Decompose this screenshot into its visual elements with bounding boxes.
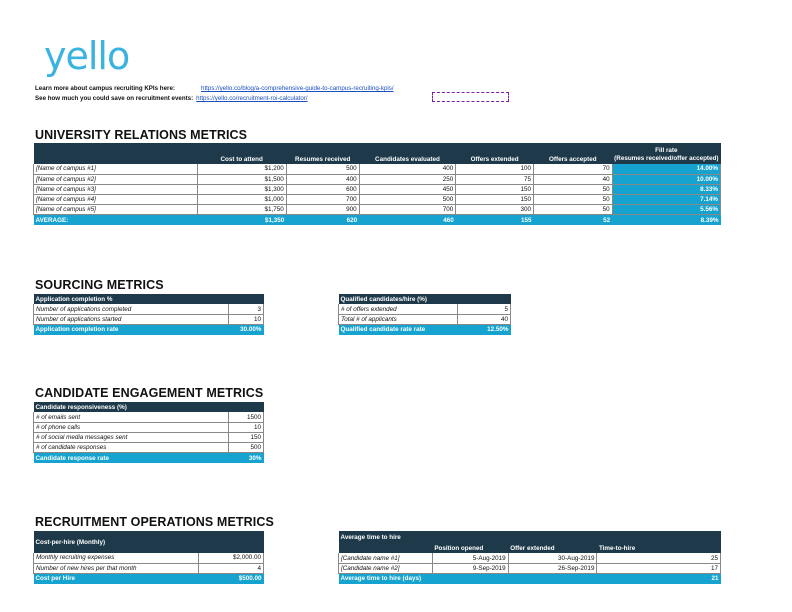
position-opened[interactable]: 9-Sep-2019 bbox=[432, 563, 508, 573]
roi-calculator-link[interactable]: https://yello.co/recruitment-roi-calculator/ bbox=[196, 95, 308, 102]
cell-label[interactable]: # of offers extended bbox=[339, 304, 458, 314]
campus-name[interactable]: [Name of campus #2] bbox=[34, 174, 198, 184]
cost-per-hire-value: $500.00 bbox=[199, 573, 264, 583]
col-header-resumes: Resumes received bbox=[286, 143, 359, 164]
qualified-rate-label: Qualified candidate rate rate bbox=[339, 325, 458, 335]
offer-extended[interactable]: 30-Aug-2019 bbox=[508, 553, 597, 563]
campus-name[interactable]: [Name of campus #3] bbox=[34, 184, 198, 194]
offers-accepted[interactable]: 50 bbox=[533, 195, 612, 205]
average-resumes: 620 bbox=[286, 215, 359, 225]
col-header-position-opened: Position opened bbox=[432, 543, 508, 553]
university-title: UNIVERSITY RELATIONS METRICS bbox=[35, 128, 248, 142]
candidates-evaluated[interactable]: 250 bbox=[359, 174, 456, 184]
time-to-hire-header: Average time to hire bbox=[339, 531, 721, 543]
cell-label[interactable]: Number of applications completed bbox=[34, 304, 229, 314]
candidate-response-rate-label: Candidate response rate bbox=[34, 453, 229, 463]
fill-rate-label: Fill rate bbox=[655, 147, 678, 154]
average-evaluated: 460 bbox=[359, 215, 456, 225]
fill-rate-formula: (Resumes received/offer accepted) bbox=[614, 155, 719, 162]
kpi-link-label: Learn more about campus recruiting KPIs here: bbox=[35, 85, 175, 92]
offers-accepted[interactable]: 50 bbox=[533, 205, 612, 215]
cell-label[interactable]: # of candidate responses bbox=[34, 443, 229, 453]
candidate-responsiveness-table bbox=[33, 402, 264, 463]
university-average-row bbox=[34, 215, 721, 225]
candidate-name[interactable]: [Candidate name #2] bbox=[339, 563, 433, 573]
cell-label[interactable]: Number of new hires per that month bbox=[34, 563, 199, 573]
col-header-fill-rate bbox=[612, 143, 720, 164]
cost-per-hire-label: Cost per Hire bbox=[34, 573, 199, 583]
fill-rate[interactable]: 7.14% bbox=[612, 195, 720, 205]
offers-accepted[interactable]: 50 bbox=[533, 184, 612, 194]
offers-extended[interactable]: 150 bbox=[456, 184, 534, 194]
offers-accepted[interactable]: 70 bbox=[533, 164, 612, 174]
campus-row bbox=[34, 205, 721, 215]
qualified-candidates-table bbox=[338, 294, 511, 335]
cost-to-attend[interactable]: $1,300 bbox=[197, 184, 286, 194]
resumes-received[interactable]: 500 bbox=[286, 164, 359, 174]
campus-row bbox=[34, 174, 721, 184]
position-opened[interactable]: 5-Aug-2019 bbox=[432, 553, 508, 563]
average-accepted: 52 bbox=[533, 215, 612, 225]
fill-rate[interactable]: 10.00% bbox=[612, 174, 720, 184]
application-completion-rate-value: 30.00% bbox=[229, 325, 264, 335]
cell-value[interactable]: 10 bbox=[229, 314, 264, 324]
candidates-evaluated[interactable]: 700 bbox=[359, 205, 456, 215]
candidates-evaluated[interactable]: 450 bbox=[359, 184, 456, 194]
cell-value[interactable]: 150 bbox=[229, 433, 264, 443]
campus-name[interactable]: [Name of campus #4] bbox=[34, 195, 198, 205]
cell-label[interactable]: Total # of applicants bbox=[339, 314, 458, 324]
cell-label[interactable]: Number of applications started bbox=[34, 314, 229, 324]
resumes-received[interactable]: 700 bbox=[286, 195, 359, 205]
cell-value[interactable]: 10 bbox=[229, 422, 264, 432]
cell-label[interactable]: # of emails sent bbox=[34, 412, 229, 422]
average-cost: $1,350 bbox=[197, 215, 286, 225]
col-header-extended: Offers extended bbox=[456, 143, 534, 164]
campus-name[interactable]: [Name of campus #1] bbox=[34, 164, 198, 174]
resource-links bbox=[35, 84, 394, 104]
fill-rate[interactable]: 8.33% bbox=[612, 184, 720, 194]
time-to-hire[interactable]: 17 bbox=[597, 563, 721, 573]
cell-value[interactable]: 5 bbox=[458, 304, 511, 314]
col-header-cost: Cost to attend bbox=[197, 143, 286, 164]
fill-rate[interactable]: 14.00% bbox=[612, 164, 720, 174]
cost-to-attend[interactable]: $1,750 bbox=[197, 205, 286, 215]
campus-row bbox=[34, 195, 721, 205]
engagement-title: CANDIDATE ENGAGEMENT METRICS bbox=[35, 386, 264, 400]
application-completion-table bbox=[33, 294, 264, 335]
average-fill: 8.39% bbox=[612, 215, 720, 225]
col-header-offer-extended: Offer extended bbox=[508, 543, 597, 553]
cell-value[interactable]: $2,000.00 bbox=[199, 553, 264, 563]
offers-extended[interactable]: 100 bbox=[456, 164, 534, 174]
campus-row bbox=[34, 164, 721, 174]
average-time-to-hire-value: 21 bbox=[597, 574, 721, 584]
qualified-candidates-header: Qualified candidates/hire (%) bbox=[339, 294, 511, 304]
cell-label[interactable]: # of social media messages sent bbox=[34, 433, 229, 443]
average-label: AVERAGE: bbox=[34, 215, 198, 225]
candidate-responsiveness-header: Candidate responsiveness (%) bbox=[34, 402, 264, 412]
offers-extended[interactable]: 75 bbox=[456, 174, 534, 184]
offers-extended[interactable]: 150 bbox=[456, 195, 534, 205]
application-completion-header: Application completion % bbox=[34, 294, 264, 304]
campus-row bbox=[34, 184, 721, 194]
col-header-evaluated: Candidates evaluated bbox=[359, 143, 456, 164]
operations-title: RECRUITMENT OPERATIONS METRICS bbox=[35, 515, 274, 529]
cost-to-attend[interactable]: $1,000 bbox=[197, 195, 286, 205]
time-to-hire[interactable]: 25 bbox=[597, 553, 721, 563]
offers-extended[interactable]: 300 bbox=[456, 205, 534, 215]
cell-value[interactable]: 3 bbox=[229, 304, 264, 314]
col-header-name bbox=[34, 143, 198, 164]
cell-value[interactable]: 4 bbox=[199, 563, 264, 573]
cell-value[interactable]: 1500 bbox=[229, 412, 264, 422]
cost-per-hire-table bbox=[33, 531, 264, 584]
offer-extended[interactable]: 26-Sep-2019 bbox=[508, 563, 597, 573]
candidate-name[interactable]: [Candidate name #1] bbox=[339, 553, 433, 563]
average-extended: 155 bbox=[456, 215, 534, 225]
qualified-rate-value: 12.50% bbox=[458, 325, 511, 335]
sourcing-title: SOURCING METRICS bbox=[35, 278, 164, 292]
cell-label[interactable]: Monthly recruiting expenses bbox=[34, 553, 199, 563]
average-time-to-hire-label: Average time to hire (days) bbox=[339, 574, 597, 584]
candidates-evaluated[interactable]: 400 bbox=[359, 164, 456, 174]
cost-per-hire-header: Cost-per-hire (Monthly) bbox=[34, 531, 264, 553]
application-completion-rate-label: Application completion rate bbox=[34, 325, 229, 335]
time-to-hire-table bbox=[338, 531, 721, 584]
cell-value[interactable]: 500 bbox=[229, 443, 264, 453]
candidate-response-rate-value: 30% bbox=[229, 453, 264, 463]
selected-cell[interactable] bbox=[432, 92, 509, 102]
cost-to-attend[interactable]: $1,500 bbox=[197, 174, 286, 184]
roi-link-label: See how much you could save on recruitment events: bbox=[35, 95, 194, 102]
resumes-received[interactable]: 900 bbox=[286, 205, 359, 215]
fill-rate[interactable]: 5.56% bbox=[612, 205, 720, 215]
offers-accepted[interactable]: 40 bbox=[533, 174, 612, 184]
resumes-received[interactable]: 600 bbox=[286, 184, 359, 194]
col-header-accepted: Offers accepted bbox=[533, 143, 612, 164]
col-header-time-to-hire: Time-to-hire bbox=[597, 543, 721, 553]
cell-label[interactable]: # of phone calls bbox=[34, 422, 229, 432]
cell-value[interactable]: 40 bbox=[458, 314, 511, 324]
kpi-guide-link[interactable]: https://yello.co/blog/a-comprehensive-guide-to-campus-recruiting-kpis/ bbox=[201, 85, 394, 92]
campus-name[interactable]: [Name of campus #5] bbox=[34, 205, 198, 215]
col-header-blank bbox=[339, 543, 433, 553]
cost-to-attend[interactable]: $1,200 bbox=[197, 164, 286, 174]
candidates-evaluated[interactable]: 500 bbox=[359, 195, 456, 205]
yello-logo: yello bbox=[44, 34, 130, 78]
resumes-received[interactable]: 400 bbox=[286, 174, 359, 184]
university-table bbox=[33, 143, 721, 225]
